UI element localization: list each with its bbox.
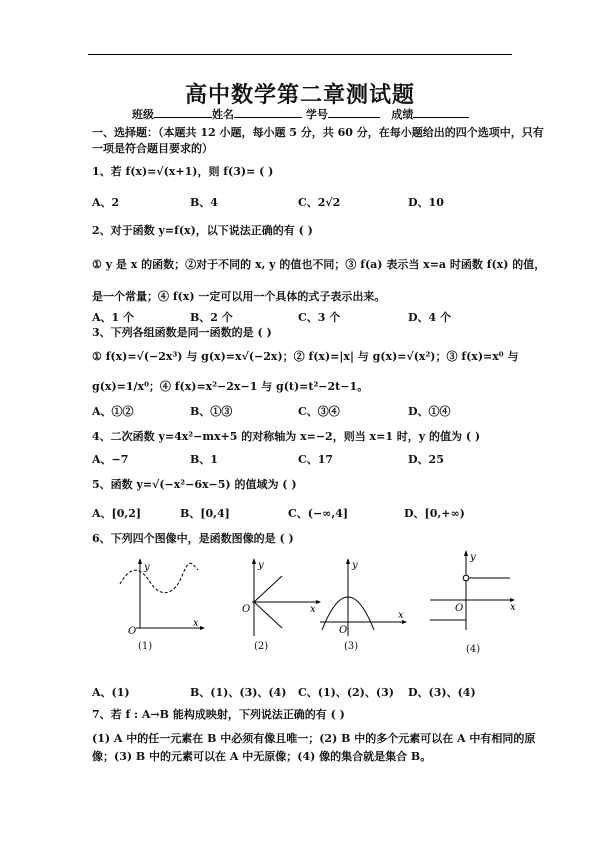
q2-line1: ① y 是 x 的函数；②对于不同的 x, y 的值也不同；③ f(a) 表示当 x=a 时函数 f(x) 的值， — [92, 258, 546, 271]
graph2-origin: O — [242, 604, 251, 615]
q4-option-c[interactable]: C、17 — [298, 453, 334, 466]
q4-option-d[interactable]: D、25 — [408, 453, 444, 466]
graph4-open-point — [463, 575, 469, 581]
graph4-y-arrow — [464, 550, 468, 556]
q5-option-c[interactable]: C、(−∞,4] — [288, 507, 349, 520]
q5-stem: 5、函数 y=√(−x²−6x−5) 的值域为 ( ) — [92, 478, 297, 491]
q3-option-c[interactable]: C、③④ — [298, 405, 340, 418]
graph2-ray-down — [254, 602, 282, 628]
q1-option-a[interactable]: A、2 — [92, 196, 120, 209]
q5-option-d[interactable]: D、[0,+∞) — [404, 507, 465, 520]
graph3-y-arrow — [346, 558, 350, 564]
graph-3 — [318, 556, 414, 646]
q1-stem: 1、若 f(x)=√(x+1)，则 f(3)= ( ) — [92, 165, 274, 178]
graph3-x-label: x — [398, 610, 404, 621]
q7-line2: 像；(3) B 中的元素可以在 A 中无原像；(4) 像的集合就是集合 B。 — [92, 750, 432, 763]
graph-2 — [234, 556, 324, 646]
q4-stem: 4、二次函数 y=4x²−mx+5 的对称轴为 x=−2，则当 x=1 时，y 的值为 ( ) — [92, 430, 481, 443]
graph2-caption: (2) — [254, 641, 269, 652]
student-info-row — [132, 106, 469, 122]
graph1-origin: O — [128, 626, 137, 637]
q2-line2: 是一个常量；④ f(x) 一定可以用一个具体的式子表示出来。 — [92, 290, 386, 303]
graph4-y-label: y — [470, 552, 476, 563]
graph-1 — [112, 556, 208, 656]
q6-stem: 6、下列四个图像中，是函数图像的是 ( ) — [92, 532, 294, 545]
score-label: 成绩 — [391, 108, 414, 121]
graph1-y-label: y — [144, 562, 150, 573]
q2-stem: 2、对于函数 y=f(x)，以下说法正确的有 ( ) — [92, 224, 313, 237]
section-heading-line1: 一、选择题：（本题共 12 小题，每小题 5 分，共 60 分，在每小题给出的四个选项中，只有 — [92, 126, 544, 139]
graph2-x-label: x — [310, 604, 316, 615]
graph1-y-arrow — [138, 558, 142, 564]
score-blank[interactable] — [413, 107, 469, 118]
graph1-caption: (1) — [138, 641, 153, 652]
q3-line1: ① f(x)=√(−2x³) 与 g(x)=x√(−2x)；② f(x)=|x| 与 g(x)=√(x²)；③ f(x)=x⁰ 与 — [92, 350, 519, 363]
id-label: 学号 — [305, 108, 328, 121]
q4-option-b[interactable]: B、1 — [190, 453, 218, 466]
name-blank[interactable] — [234, 107, 302, 118]
q1-option-d[interactable]: D、10 — [408, 196, 444, 209]
q7-line1: (1) A 中的任一元素在 B 中必须有像且唯一；(2) B 中的多个元素可以在 A 中有相同的原 — [92, 732, 536, 745]
q3-option-b[interactable]: B、①③ — [190, 405, 233, 418]
q3-line2: g(x)=1/x⁰；④ f(x)=x²−2x−1 与 g(t)=t²−2t−1。 — [92, 380, 369, 393]
q4-option-a[interactable]: A、−7 — [92, 453, 129, 466]
q7-stem: 7、若 f : A→B 能构成映射，下列说法正确的有 ( ) — [92, 708, 345, 721]
graph-4 — [426, 548, 522, 638]
q6-option-c[interactable]: C、(1)、(2)、(3) — [298, 686, 394, 699]
graph4-origin: O — [455, 603, 464, 614]
q6-option-a[interactable]: A、(1) — [92, 686, 130, 699]
q2-option-c[interactable]: C、3 个 — [298, 311, 341, 324]
section-heading-line2: 一项是符合题目要求的） — [92, 142, 213, 155]
q1-option-c[interactable]: C、2√2 — [298, 196, 341, 209]
q3-stem: 3、下列各组函数是同一函数的是 ( ) — [92, 326, 272, 339]
graph2-y-label: y — [258, 560, 264, 571]
graph1-x-label: x — [193, 618, 199, 629]
q6-option-d[interactable]: D、(3)、(4) — [408, 686, 476, 699]
class-label: 班级 — [132, 108, 154, 121]
q2-option-a[interactable]: A、1 个 — [92, 311, 135, 324]
top-rule — [88, 54, 512, 55]
graph2-ray-up — [254, 576, 282, 602]
graph4-caption: (4) — [466, 644, 481, 655]
q2-option-d[interactable]: D、4 个 — [408, 311, 452, 324]
class-blank[interactable] — [154, 107, 212, 118]
q3-option-d[interactable]: D、①④ — [408, 405, 451, 418]
page-title: 高中数学第二章测试题 — [184, 82, 415, 108]
name-label: 姓名 — [212, 108, 234, 121]
graph4-x-label: x — [510, 602, 516, 613]
graph1-curve — [120, 563, 198, 592]
q2-option-b[interactable]: B、2 个 — [190, 311, 233, 324]
q5-option-a[interactable]: A、[0,2] — [92, 507, 142, 520]
graph1-x-arrow — [200, 626, 205, 630]
q3-option-a[interactable]: A、①② — [92, 405, 134, 418]
graph2-y-arrow — [252, 558, 256, 564]
graph3-origin: O — [339, 625, 348, 636]
q6-option-b[interactable]: B、(1)、(3)、(4) — [190, 686, 287, 699]
q5-option-b[interactable]: B、[0,4] — [180, 507, 230, 520]
graph3-y-label: y — [352, 560, 358, 571]
graph3-caption: (3) — [344, 641, 359, 652]
id-blank[interactable] — [328, 107, 380, 118]
q1-option-b[interactable]: B、4 — [190, 196, 218, 209]
